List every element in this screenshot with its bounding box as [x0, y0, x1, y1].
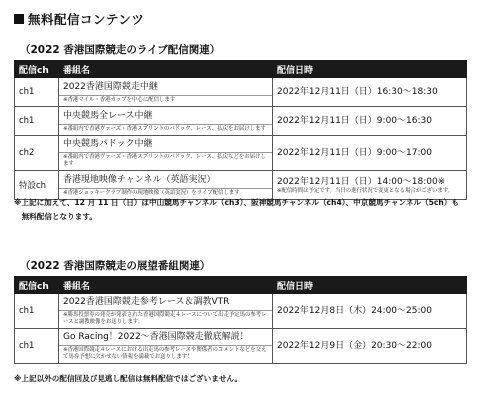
- header-ch: 配信ch: [15, 61, 59, 78]
- table-row: [15, 294, 467, 329]
- table-row: [15, 78, 467, 107]
- program-name: Go Racing！2022～香港国際競走徹底解説！: [59, 329, 272, 346]
- broadcast-date: 2022年12月11日（日）16:30～18:30: [277, 87, 438, 97]
- header-date: 配信日時: [273, 61, 467, 78]
- broadcast-date-note: ※配信時間は予定です。当日の進行状況で変更となる場合がございます。: [277, 187, 454, 194]
- row-ch: ch1: [15, 329, 59, 364]
- program-name: 2022香港国際競走参考レース＆調教VTR: [59, 294, 272, 311]
- table-row: [15, 329, 467, 364]
- table-header-row: [15, 61, 467, 78]
- program-note: ※勝馬投票券の発売が発表された香港国際競走４レースについて出走予定馬の参考レースと調教映像をお送りします。: [63, 312, 267, 325]
- row-ch: 特設ch: [15, 171, 59, 200]
- program-note: ※番組内で香港ヴァーズ・香港スプリントのパドック、レース、払戻をお届けします: [63, 125, 266, 132]
- section1-note-line1: ※上記に加えて、12 月 11 日（日）は中山競馬チャンネル（ch3）、阪神競馬チャンネル（ch4）、中京競馬チャンネル（5ch）も: [14, 198, 459, 207]
- program-note: ※香港マイル・香港カップを中心に配信します: [63, 96, 176, 103]
- section1-title: （2022 香港国際競走のライブ配信関連）: [20, 44, 221, 56]
- broadcast-date: 2022年12月11日（日）14:00～18:00※: [277, 176, 446, 187]
- row-ch: ch1: [15, 294, 59, 329]
- table-row: [15, 107, 467, 136]
- program-name: 中央競馬全レース中継: [59, 108, 272, 125]
- header-ch: 配信ch: [15, 277, 59, 294]
- program-name: 2022香港国際競走中継: [59, 79, 272, 96]
- row-ch: ch2: [15, 136, 59, 171]
- section1-note: [14, 196, 470, 224]
- page-title: [14, 10, 144, 28]
- header-name: 番組名: [59, 277, 273, 294]
- square-bullet-icon: [14, 14, 24, 24]
- program-note: ※香港国際競走４レースにおける出走馬の参考レースや関係者のコメントなどを交えて馬券予想に欠かせない情報を満載でお送りします！: [63, 347, 267, 360]
- preview-program-table: [14, 276, 467, 364]
- table-header-row: [15, 277, 467, 294]
- broadcast-date: 2022年12月11日（日）9:00～17:00: [277, 148, 432, 158]
- table-row: [15, 136, 467, 171]
- header-name: 番組名: [59, 61, 273, 78]
- program-name: 香港現地映像チャンネル（英語実況）: [59, 172, 272, 189]
- broadcast-date: 2022年12月11日（日）9:00～16:30: [277, 116, 432, 126]
- broadcast-date: 2022年12月9日（金）20:30～22:00: [277, 341, 432, 351]
- live-broadcast-table: [14, 60, 467, 200]
- broadcast-date: 2022年12月8日（木）24:00～25:00: [277, 306, 432, 316]
- program-note: ※香港ジョッキークラブ制作の現地映像（英語実況）をライブ配信します: [63, 189, 240, 196]
- program-name: 中央競馬パドック中継: [59, 136, 272, 153]
- section2-title: （2022 香港国際競走の展望番組関連）: [20, 260, 211, 272]
- page-title-text: 無料配信コンテンツ: [28, 12, 145, 27]
- row-ch: ch1: [15, 107, 59, 136]
- program-note: ※番組内で香港ヴァーズ・香港スプリントのパドック、レース、払戻などをお届けします: [63, 154, 266, 167]
- section1-note-line2: 無料配信となります。: [14, 212, 97, 221]
- section2-note: ※上記以外の配信回及び見逃し配信は無料配信ではございません。: [14, 374, 243, 383]
- header-date: 配信日時: [273, 277, 467, 294]
- row-ch: ch1: [15, 78, 59, 107]
